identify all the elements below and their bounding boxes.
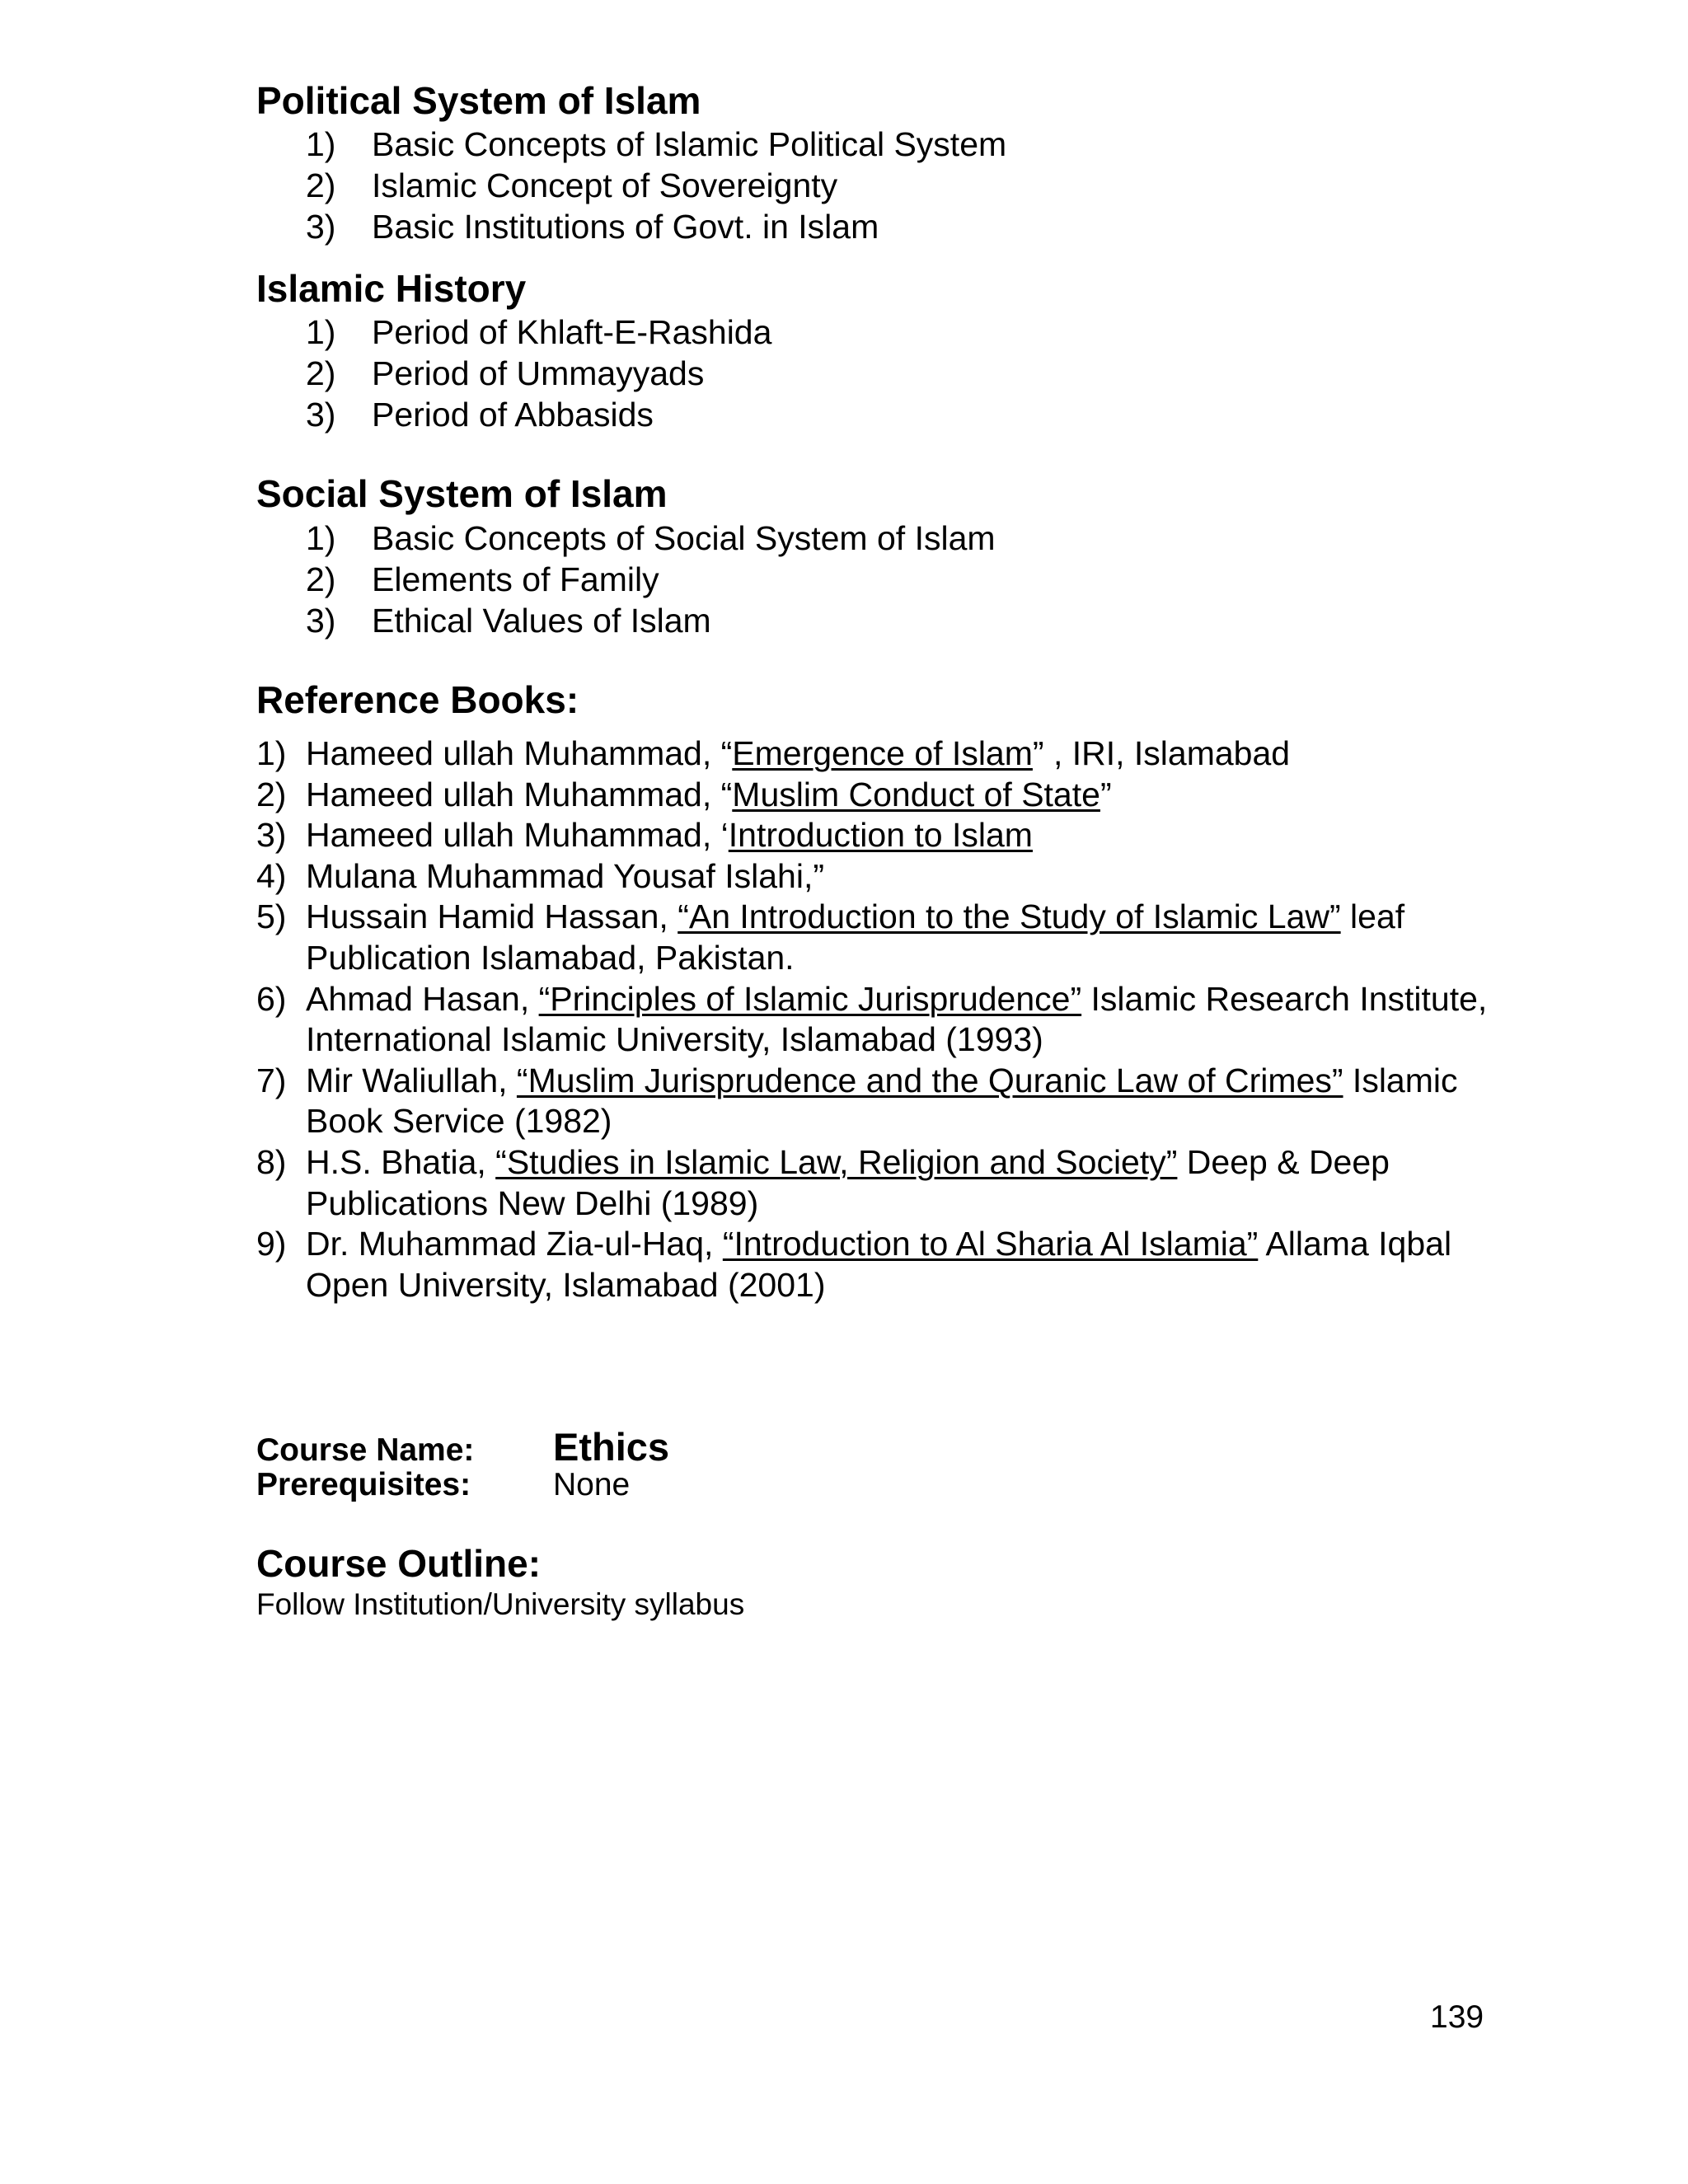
reference-item [256, 815, 1493, 856]
reference-text [306, 815, 1493, 856]
reference-number: 9) [256, 1225, 287, 1263]
reference-number: 4) [256, 856, 287, 895]
list-item [256, 394, 771, 435]
list-item-number: 1) [306, 313, 336, 351]
list-item-number: 2) [306, 354, 336, 392]
reference-author: Hameed ullah Muhammad, “ [306, 775, 733, 813]
reference-text [306, 1061, 1493, 1142]
reference-text [306, 733, 1493, 775]
reference-book-title: “Introduction to Al Sharia Al Islamia” [722, 1225, 1259, 1263]
reference-list [256, 733, 1493, 1305]
list-item-number: 3) [306, 208, 336, 246]
list-item-number: 1) [306, 125, 336, 163]
reference-number: 3) [256, 816, 287, 855]
reference-number: 7) [256, 1061, 287, 1099]
reference-book-title: Muslim Conduct of State [732, 775, 1100, 813]
reference-author: Hameed ullah Muhammad, “ [306, 734, 733, 772]
reference-author: Hussain Hamid Hassan, [306, 898, 678, 936]
list-item [256, 206, 1006, 247]
list-item-text: Period of Ummayyads [372, 354, 705, 392]
prerequisites-row [256, 1467, 630, 1503]
reference-text [306, 1224, 1493, 1305]
course-name-row [256, 1424, 669, 1469]
list-item-text: Basic Concepts of Social System of Islam [372, 519, 996, 557]
reference-publisher: ” [1100, 775, 1112, 813]
reference-text [306, 897, 1493, 978]
reference-item [256, 856, 1493, 898]
list-item-text: Period of Abbasids [372, 396, 654, 434]
list-item-text: Islamic Concept of Sovereignty [372, 166, 838, 204]
reference-publisher: Islamic Research Institute, International Islamic University, Islamabad (1993) [306, 979, 1488, 1059]
reference-number: 5) [256, 898, 287, 936]
course-name-label: Course Name: [256, 1432, 475, 1468]
reference-book-title: “Studies in Islamic Law, Religion and Society” [495, 1142, 1178, 1181]
list-item [256, 353, 771, 394]
reference-author: Ahmad Hasan, [306, 979, 539, 1018]
section-title-islamic-history: Islamic History [256, 267, 527, 310]
reference-text [306, 1142, 1493, 1224]
reference-book-title: Introduction to Islam [728, 816, 1033, 855]
topic-list-social-system [256, 518, 996, 641]
list-item-text: Basic Institutions of Govt. in Islam [372, 208, 879, 246]
reference-author: H.S. Bhatia, [306, 1142, 496, 1181]
reference-item [256, 733, 1493, 775]
list-item-number: 1) [306, 519, 336, 557]
section-title-political-system: Political System of Islam [256, 79, 701, 122]
reference-item [256, 1061, 1493, 1142]
page-number: 139 [1430, 1999, 1484, 2035]
list-item [256, 165, 1006, 206]
course-name-value: Ethics [553, 1425, 670, 1469]
reference-publisher: Deep & Deep Publications New Delhi (1989) [306, 1142, 1390, 1222]
reference-book-title: “Muslim Jurisprudence and the Quranic Law of Crimes” [516, 1061, 1343, 1099]
list-item-number: 3) [306, 396, 336, 434]
reference-author: Dr. Muhammad Zia-ul-Haq, [306, 1225, 723, 1263]
list-item [256, 124, 1006, 165]
reference-book-title: “An Introduction to the Study of Islamic Law” [678, 898, 1341, 936]
topic-list-islamic-history [256, 312, 771, 435]
reference-books-title: Reference Books: [256, 678, 579, 721]
reference-item [256, 775, 1493, 816]
course-outline-body: Follow Institution/University syllabus [256, 1587, 745, 1621]
reference-author: Hameed ullah Muhammad, ‘ [306, 816, 729, 855]
reference-item [256, 1142, 1493, 1224]
list-item [256, 312, 771, 353]
list-item-number: 2) [306, 560, 336, 598]
list-item [256, 600, 996, 641]
reference-author: Mulana Muhammad Yousaf Islahi,” [306, 856, 825, 895]
reference-number: 1) [256, 734, 287, 772]
prerequisites-label: Prerequisites: [256, 1467, 471, 1502]
reference-number: 2) [256, 775, 287, 813]
reference-publisher: Islamic Book Service (1982) [306, 1061, 1458, 1141]
reference-item [256, 1224, 1493, 1305]
reference-publisher: ” , IRI, Islamabad [1032, 734, 1291, 772]
list-item-number: 3) [306, 602, 336, 640]
list-item-text: Ethical Values of Islam [372, 602, 711, 640]
list-item-text: Elements of Family [372, 560, 659, 598]
section-title-social-system: Social System of Islam [256, 472, 668, 515]
reference-text [306, 775, 1493, 816]
reference-author: Mir Waliullah, [306, 1061, 517, 1099]
list-item-number: 2) [306, 166, 336, 204]
reference-number: 6) [256, 979, 287, 1018]
list-item-text: Basic Concepts of Islamic Political System [372, 125, 1007, 163]
topic-list-political-system [256, 124, 1006, 247]
prerequisites-value: None [553, 1467, 631, 1502]
reference-text [306, 856, 1493, 898]
list-item [256, 559, 996, 600]
list-item-text: Period of Khlaft-E-Rashida [372, 313, 772, 351]
reference-publisher: Allama Iqbal Open University, Islamabad (2001) [306, 1225, 1452, 1304]
reference-publisher: leaf Publication Islamabad, Pakistan. [306, 898, 1405, 977]
reference-item [256, 897, 1493, 978]
reference-number: 8) [256, 1142, 287, 1181]
reference-text [306, 979, 1493, 1061]
list-item [256, 518, 996, 559]
reference-book-title: “Principles of Islamic Jurisprudence” [538, 979, 1082, 1018]
reference-book-title: Emergence of Islam [732, 734, 1033, 772]
reference-item [256, 979, 1493, 1061]
course-outline-title: Course Outline: [256, 1542, 542, 1585]
